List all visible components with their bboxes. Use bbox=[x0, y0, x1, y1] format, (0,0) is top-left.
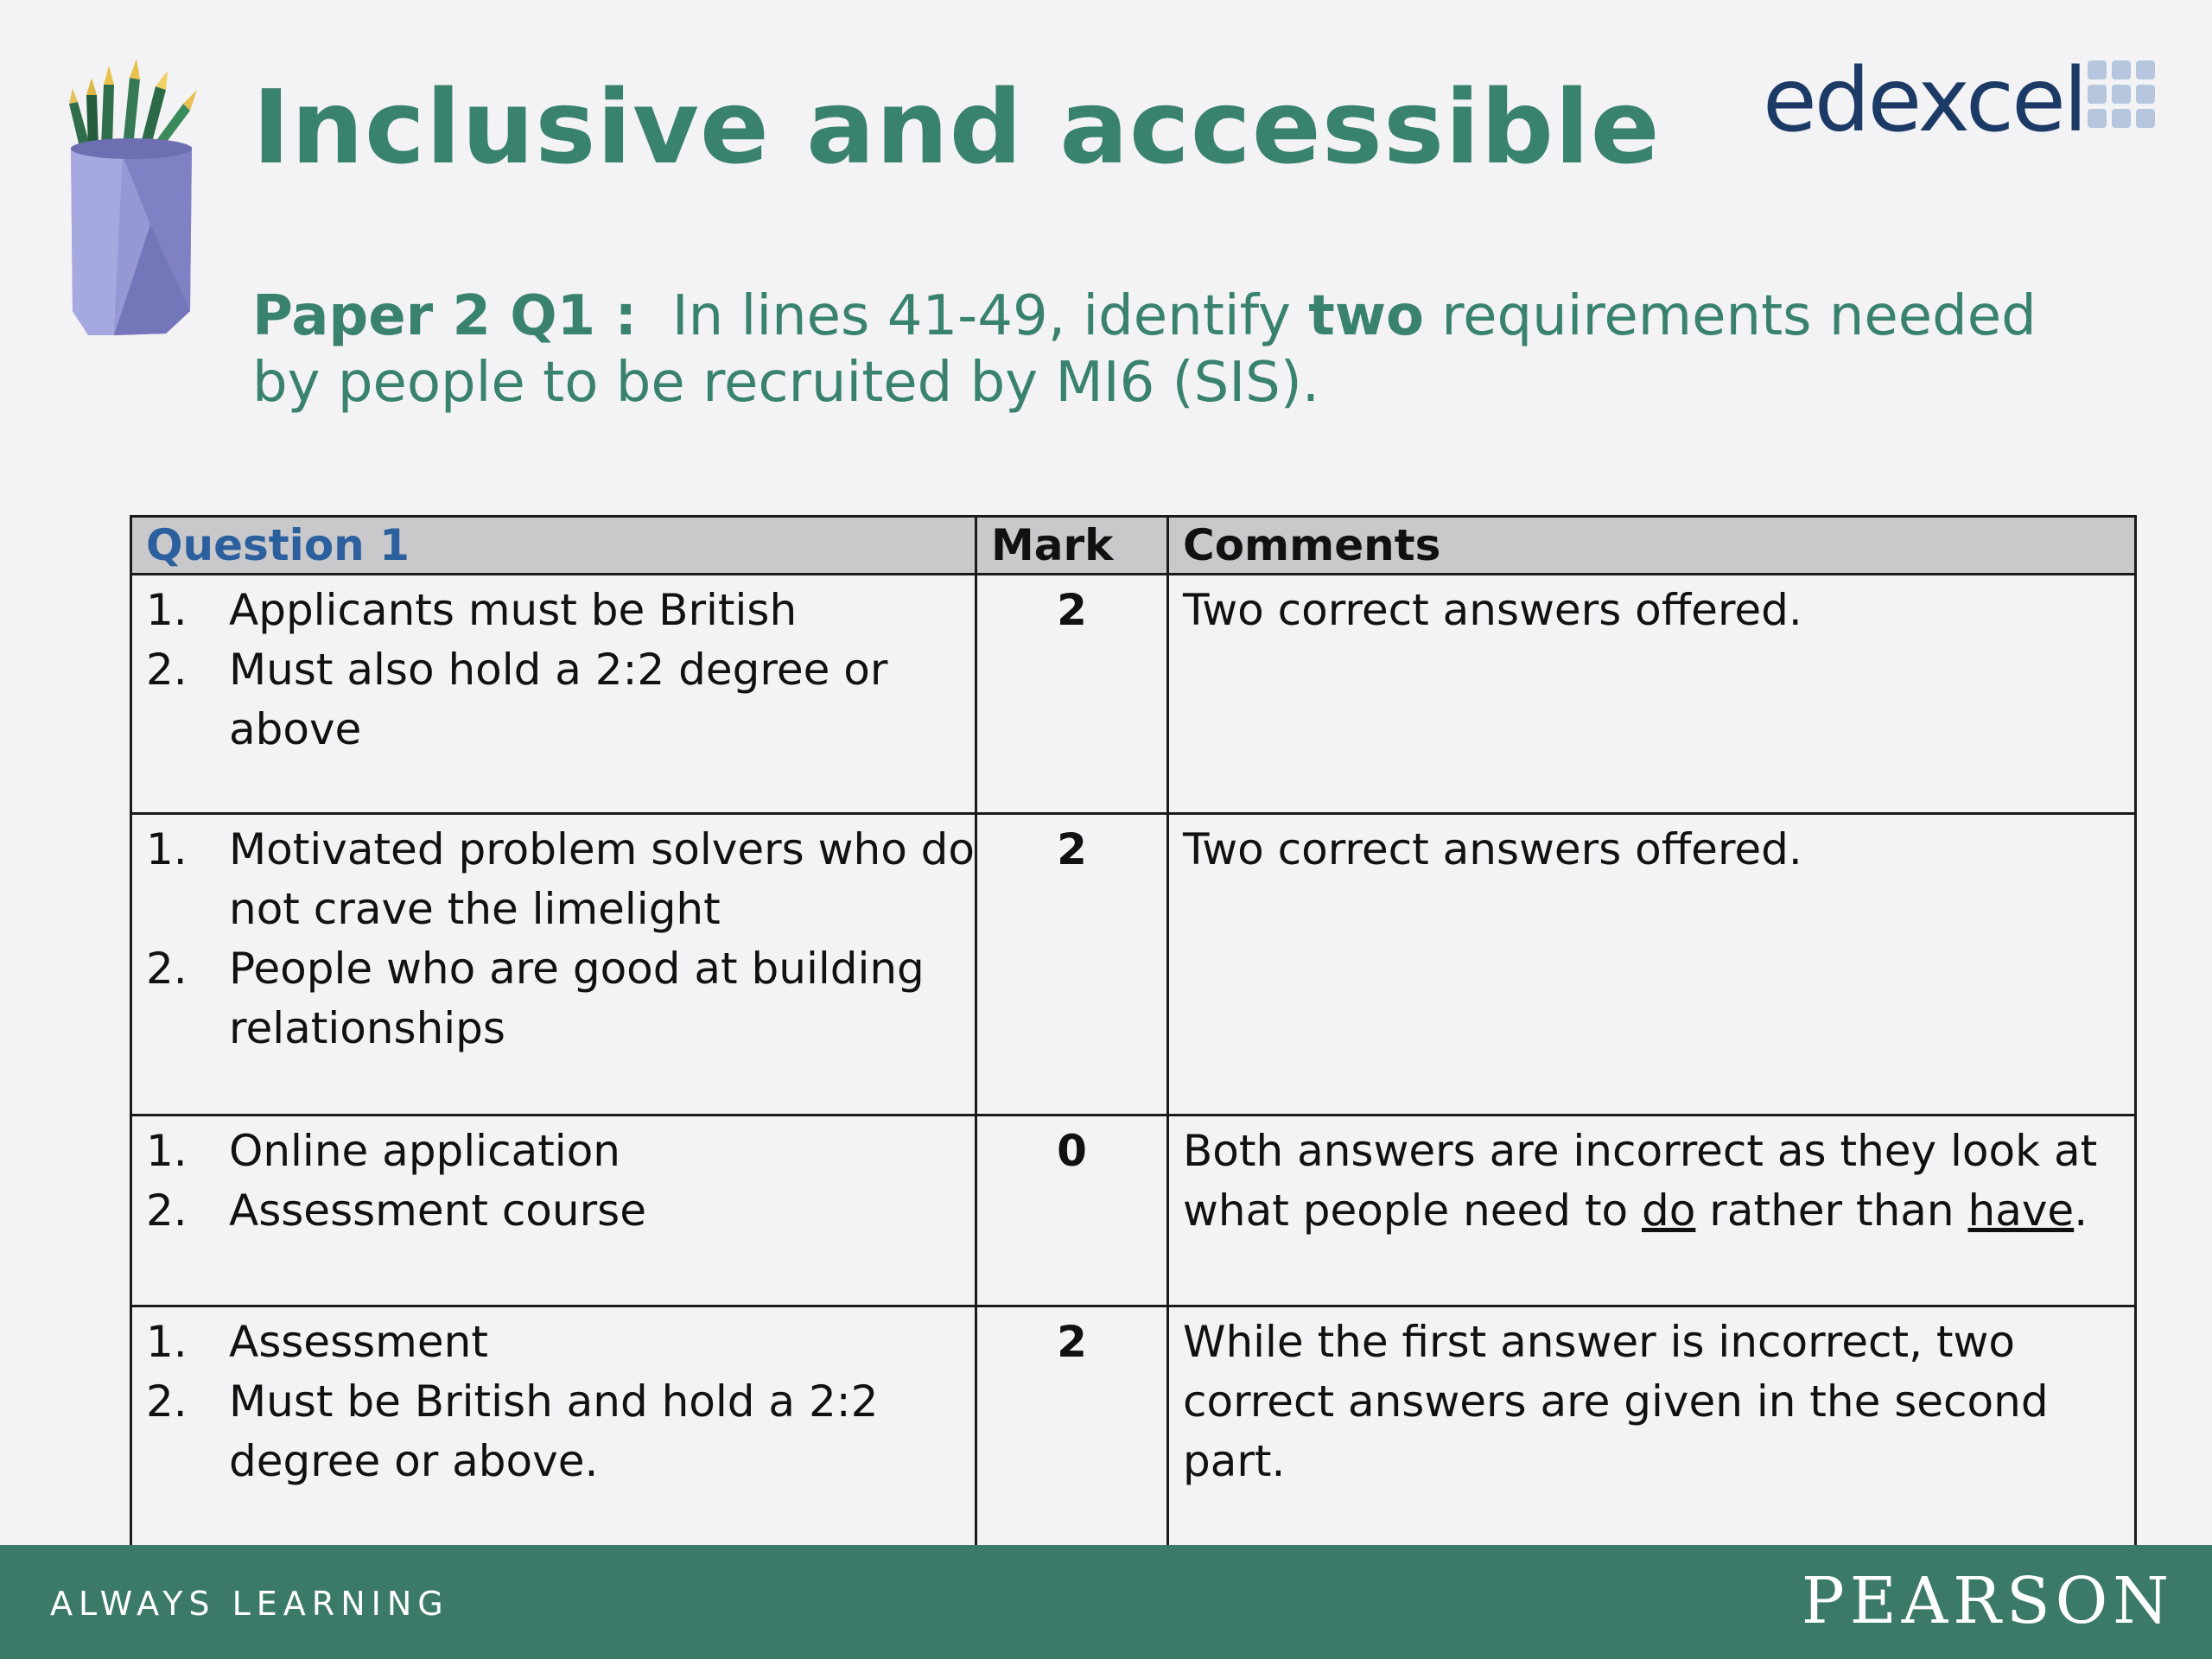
table-row bbox=[131, 814, 2136, 1116]
pencil-pot-icon bbox=[54, 52, 209, 346]
answers-cell bbox=[131, 1306, 976, 1549]
marking-table bbox=[130, 515, 2137, 1550]
answer-item: 2. People who are good at building relationships bbox=[146, 944, 925, 1053]
footer-tagline: ALWAYS LEARNING bbox=[50, 1585, 449, 1623]
mark-cell: 2 bbox=[976, 814, 1168, 1116]
logo-text: edexcel bbox=[1763, 49, 2086, 152]
answer-item: 1. Assessment bbox=[146, 1317, 488, 1367]
answers-cell bbox=[131, 814, 976, 1116]
comment-cell: Two correct answers offered. bbox=[1168, 814, 2136, 1116]
answers-cell bbox=[131, 575, 976, 814]
slide-title: Inclusive and accessible bbox=[252, 67, 1661, 187]
table-row bbox=[131, 575, 2136, 814]
answer-item: 1. Motivated problem solvers who do not crave the limelight bbox=[146, 824, 976, 934]
table-row bbox=[131, 1116, 2136, 1306]
comment-cell: While the first answer is incorrect, two correct answers are given in the second part. bbox=[1168, 1306, 2136, 1549]
question-prompt bbox=[252, 283, 2067, 416]
question-emphasis: two bbox=[1308, 284, 1424, 348]
question-text-before: In lines 41-49, identify bbox=[671, 284, 1309, 348]
table-row bbox=[131, 1306, 2136, 1549]
answer-item: 1. Online application bbox=[146, 1126, 620, 1176]
edexcel-logo bbox=[1763, 49, 2169, 152]
header-mark: Mark bbox=[976, 517, 1168, 575]
edexcel-grid-icon bbox=[2088, 60, 2155, 128]
answers-cell bbox=[131, 1116, 976, 1306]
mark-cell: 2 bbox=[976, 575, 1168, 814]
comment-cell: Both answers are incorrect as they look at what people need to do rather than have. bbox=[1168, 1116, 2136, 1306]
answer-item: 1. Applicants must be British bbox=[146, 585, 798, 635]
header-comments: Comments bbox=[1168, 517, 2136, 575]
question-text-after: requirements needed by people to be recruited by MI6 (SIS). bbox=[252, 284, 2037, 415]
header-question: Question 1 bbox=[131, 517, 976, 575]
mark-cell: 2 bbox=[976, 1306, 1168, 1549]
answer-item: 2. Must be British and hold a 2:2 degree or above. bbox=[146, 1376, 879, 1486]
question-label: Paper 2 Q1 : bbox=[252, 284, 638, 348]
comment-cell: Two correct answers offered. bbox=[1168, 575, 2136, 814]
pearson-logo: PEARSON bbox=[1801, 1564, 2174, 1638]
table-header-row bbox=[131, 517, 2136, 575]
mark-cell: 0 bbox=[976, 1116, 1168, 1306]
answer-item: 2. Assessment course bbox=[146, 1185, 646, 1236]
footer-bar bbox=[0, 1545, 2212, 1659]
answer-item: 2. Must also hold a 2:2 degree or above bbox=[146, 645, 888, 754]
